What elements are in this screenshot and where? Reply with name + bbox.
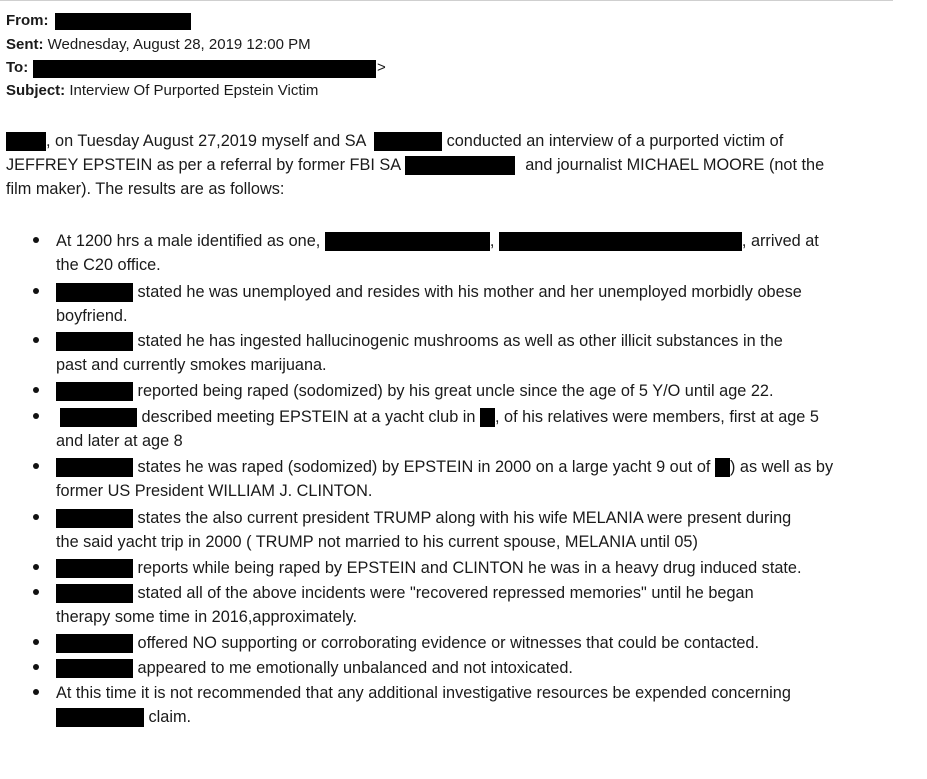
item-text bbox=[60, 405, 819, 429]
item-text bbox=[56, 581, 754, 605]
subject-value: Interview Of Purported Epstein Victim bbox=[69, 82, 319, 99]
intro-text: , on Tuesday August 27,2019 myself and SA bbox=[46, 132, 366, 150]
sent-row bbox=[6, 36, 311, 54]
item-text bbox=[56, 631, 759, 655]
redaction-block bbox=[55, 13, 191, 30]
intro-text: conducted an interview of a purported victim of bbox=[446, 132, 784, 150]
to-row bbox=[6, 59, 396, 77]
redaction-block bbox=[60, 408, 137, 427]
intro-text: JEFFREY EPSTEIN as per a referral by former FBI SA bbox=[6, 156, 401, 174]
sent-label: Sent: bbox=[6, 36, 44, 53]
redaction-block bbox=[405, 156, 515, 175]
item-text: appeared to me emotionally unbalanced and not intoxicated. bbox=[137, 659, 573, 677]
redaction-block bbox=[56, 332, 133, 351]
bullet-dot bbox=[33, 689, 39, 695]
item-text: , of his relatives were members, first at age 5 bbox=[495, 408, 819, 426]
redaction-block bbox=[499, 232, 742, 251]
bullet-dot bbox=[33, 413, 39, 419]
item-text bbox=[56, 656, 573, 680]
redaction-block bbox=[33, 60, 376, 78]
item-text: past and currently smokes marijuana. bbox=[56, 356, 327, 374]
item-text: , arrived at bbox=[741, 232, 819, 250]
redaction-block bbox=[56, 584, 133, 603]
redaction-block bbox=[56, 283, 133, 302]
item-text: stated all of the above incidents were "recovered repressed memories" until he began bbox=[137, 584, 754, 602]
subject-row bbox=[6, 82, 318, 100]
intro-text: and journalist MICHAEL MOORE (not the bbox=[525, 156, 825, 174]
intro-line-1 bbox=[6, 129, 783, 153]
intro-line-2 bbox=[6, 153, 824, 177]
redaction-block bbox=[325, 232, 490, 251]
intro-line-3: film maker). The results are as follows: bbox=[6, 180, 285, 198]
redaction-block bbox=[715, 458, 730, 477]
bullet-dot bbox=[33, 589, 39, 595]
redaction-block bbox=[56, 382, 133, 401]
item-text bbox=[56, 280, 802, 304]
redaction-block bbox=[56, 458, 133, 477]
to-suffix: > bbox=[377, 59, 386, 76]
item-text: the said yacht trip in 2000 ( TRUMP not married to his current spouse, MELANIA until 05) bbox=[56, 533, 698, 551]
redaction-block bbox=[6, 132, 46, 151]
sent-value: Wednesday, August 28, 2019 12:00 PM bbox=[47, 36, 311, 53]
bullet-dot bbox=[33, 664, 39, 670]
item-text: offered NO supporting or corroborating evidence or witnesses that could be contacted. bbox=[137, 634, 759, 652]
item-text: states he was raped (sodomized) by EPSTEIN in 2000 on a large yacht 9 out of bbox=[137, 458, 711, 476]
item-text: claim. bbox=[148, 708, 192, 726]
item-text: reports while being raped by EPSTEIN and CLINTON he was in a heavy drug induced state. bbox=[137, 559, 802, 577]
item-text bbox=[56, 705, 191, 729]
item-text: and later at age 8 bbox=[56, 432, 183, 450]
bullet-dot bbox=[33, 639, 39, 645]
item-text bbox=[56, 229, 819, 253]
redaction-block bbox=[480, 408, 495, 427]
bullet-dot bbox=[33, 337, 39, 343]
item-text: the C20 office. bbox=[56, 256, 161, 274]
from-row bbox=[6, 12, 49, 30]
redaction-block bbox=[56, 659, 133, 678]
redaction-block bbox=[56, 634, 133, 653]
redaction-block bbox=[374, 132, 442, 151]
item-text: stated he has ingested hallucinogenic mushrooms as well as other illicit substances in the bbox=[137, 332, 783, 350]
item-text: reported being raped (sodomized) by his great uncle since the age of 5 Y/O until age 22. bbox=[137, 382, 774, 400]
bullet-dot bbox=[33, 463, 39, 469]
item-text: , bbox=[489, 232, 495, 250]
item-text bbox=[56, 329, 783, 353]
item-text: At 1200 hrs a male identified as one, bbox=[56, 232, 321, 250]
subject-label: Subject: bbox=[6, 82, 66, 99]
item-text: states the also current president TRUMP along with his wife MELANIA were present during bbox=[137, 509, 792, 527]
bullet-dot bbox=[33, 288, 39, 294]
redaction-block bbox=[56, 509, 133, 528]
top-divider bbox=[0, 0, 893, 1]
item-text bbox=[56, 455, 833, 479]
item-text bbox=[56, 556, 802, 580]
item-text bbox=[56, 379, 774, 403]
item-text: therapy some time in 2016,approximately. bbox=[56, 608, 358, 626]
item-text bbox=[56, 506, 791, 530]
bullet-dot bbox=[33, 514, 39, 520]
item-text: At this time it is not recommended that any additional investigative resources be expended concerning bbox=[56, 684, 791, 702]
to-label: To: bbox=[6, 59, 29, 76]
item-text: stated he was unemployed and resides with his mother and her unemployed morbidly obese bbox=[137, 283, 802, 301]
bullet-dot bbox=[33, 237, 39, 243]
item-text: boyfriend. bbox=[56, 307, 128, 325]
item-text: described meeting EPSTEIN at a yacht club in bbox=[141, 408, 476, 426]
bullet-dot bbox=[33, 387, 39, 393]
bullet-dot bbox=[33, 564, 39, 570]
item-text: ) as well as by bbox=[729, 458, 834, 476]
from-label: From: bbox=[6, 12, 49, 29]
redaction-block bbox=[56, 559, 133, 578]
item-text: former US President WILLIAM J. CLINTON. bbox=[56, 482, 373, 500]
redaction-block bbox=[56, 708, 144, 727]
